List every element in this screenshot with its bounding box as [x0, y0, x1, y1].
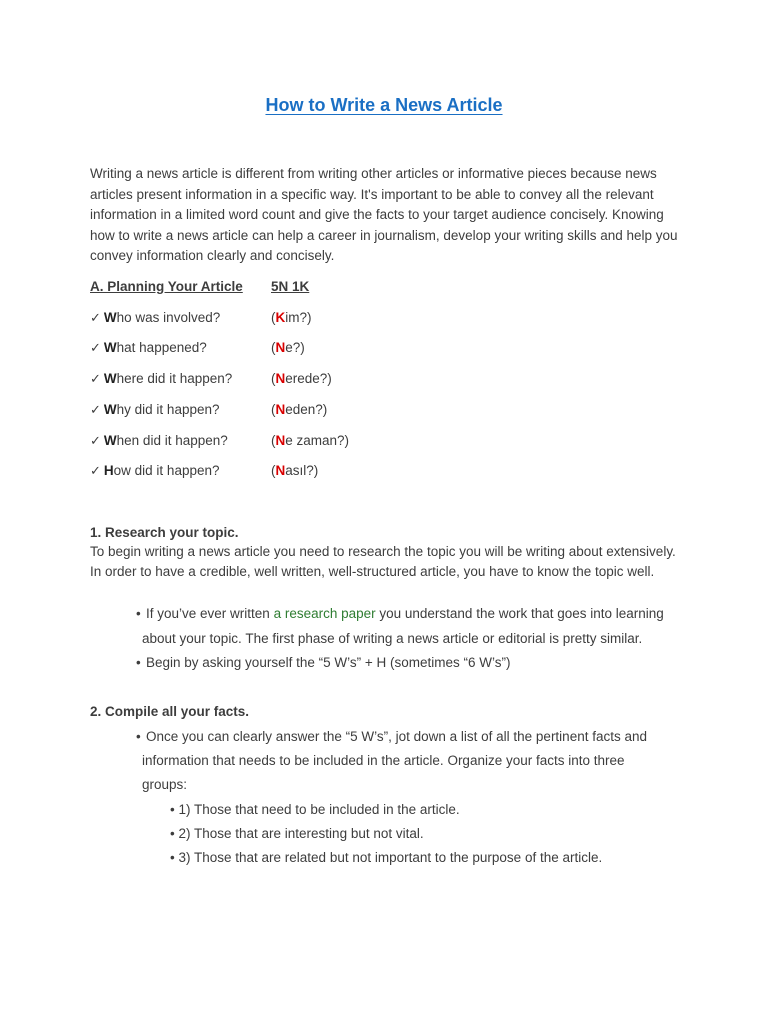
- answer-text: erede?): [285, 371, 332, 386]
- question-initial: W: [103, 340, 117, 355]
- bullet-icon: •: [136, 606, 141, 621]
- answer-initial: N: [275, 433, 286, 448]
- planning-header-right: 5N 1K: [271, 279, 310, 294]
- question-text: hat happened?: [116, 340, 207, 355]
- bullet-continuation: about your topic. The first phase of writing a news article or editorial is pretty similar.: [142, 631, 643, 646]
- bullet-continuation: information that needs to be included in the article. Organize your facts into three: [142, 753, 625, 768]
- answer-text: e?): [285, 340, 305, 355]
- document-title-text: How to Write a News Article: [265, 95, 503, 115]
- bullet-continuation: groups:: [142, 777, 188, 792]
- answer-initial: K: [275, 310, 286, 325]
- section-heading-compile: 2. Compile all your facts.: [90, 704, 250, 719]
- question-text: hy did it happen?: [116, 402, 220, 417]
- bullet-text: you understand the work that goes into learning: [375, 606, 664, 621]
- document-title: [0, 93, 768, 117]
- answer-text: asıl?): [285, 463, 319, 478]
- question-text: hen did it happen?: [116, 433, 228, 448]
- answer-text: im?): [285, 310, 312, 325]
- bullet-text: Once you can clearly answer the “5 W’s”, jot down a list of all the pertinent facts and: [146, 729, 647, 744]
- question-initial: W: [103, 402, 117, 417]
- answer-open: (: [271, 402, 276, 417]
- section-paragraph-research: To begin writing a news article you need to research the topic you will be writing about extensively. In order to have a credible, well written, well-structured article, you have to know the topic well.: [90, 544, 676, 579]
- checkmark-icon: ✓: [90, 341, 101, 356]
- section-heading-research: 1. Research your topic.: [90, 525, 239, 540]
- bullet-text: Begin by asking yourself the “5 W’s” + H (sometimes “6 W’s”): [146, 655, 511, 670]
- checkmark-icon: ✓: [90, 403, 101, 418]
- answer-open: (: [271, 340, 276, 355]
- question-initial: W: [103, 371, 117, 386]
- bullet-text: If you’ve ever written: [146, 606, 274, 621]
- answer-initial: N: [275, 463, 286, 478]
- bullet-icon: •: [136, 655, 141, 670]
- answer-open: (: [271, 433, 276, 448]
- question-text: here did it happen?: [116, 371, 233, 386]
- intro-paragraph: Writing a news article is different from writing other articles or informative pieces because news articles present information in a specific way. It's important to be able to convey all the relevant information in a limited word count and give the facts to your target audience concisely. Knowing how to write a news article can help a career in journalism, develop your writing skills and help you convey information clearly and concisely.: [90, 166, 678, 264]
- checkmark-icon: ✓: [90, 372, 101, 387]
- research-paper-link[interactable]: a research paper: [273, 606, 376, 621]
- planning-header-left: A. Planning Your Article: [90, 279, 243, 294]
- question-initial: H: [103, 463, 114, 478]
- group-item: • 2) Those that are interesting but not vital.: [170, 826, 424, 841]
- answer-text: e zaman?): [285, 433, 350, 448]
- question-text: ho was involved?: [116, 310, 221, 325]
- checkmark-icon: ✓: [90, 311, 101, 326]
- checkmark-icon: ✓: [90, 434, 101, 449]
- answer-initial: N: [275, 371, 286, 386]
- answer-open: (: [271, 310, 276, 325]
- answer-initial: N: [275, 402, 286, 417]
- question-initial: W: [103, 433, 117, 448]
- answer-initial: N: [275, 340, 286, 355]
- answer-text: eden?): [285, 402, 328, 417]
- checkmark-icon: ✓: [90, 464, 101, 479]
- group-item: • 1) Those that need to be included in the article.: [170, 802, 460, 817]
- answer-open: (: [271, 463, 276, 478]
- question-initial: W: [103, 310, 117, 325]
- answer-open: (: [271, 371, 276, 386]
- bullet-icon: •: [136, 729, 141, 744]
- question-text: ow did it happen?: [113, 463, 220, 478]
- group-item: • 3) Those that are related but not important to the purpose of the article.: [170, 850, 603, 865]
